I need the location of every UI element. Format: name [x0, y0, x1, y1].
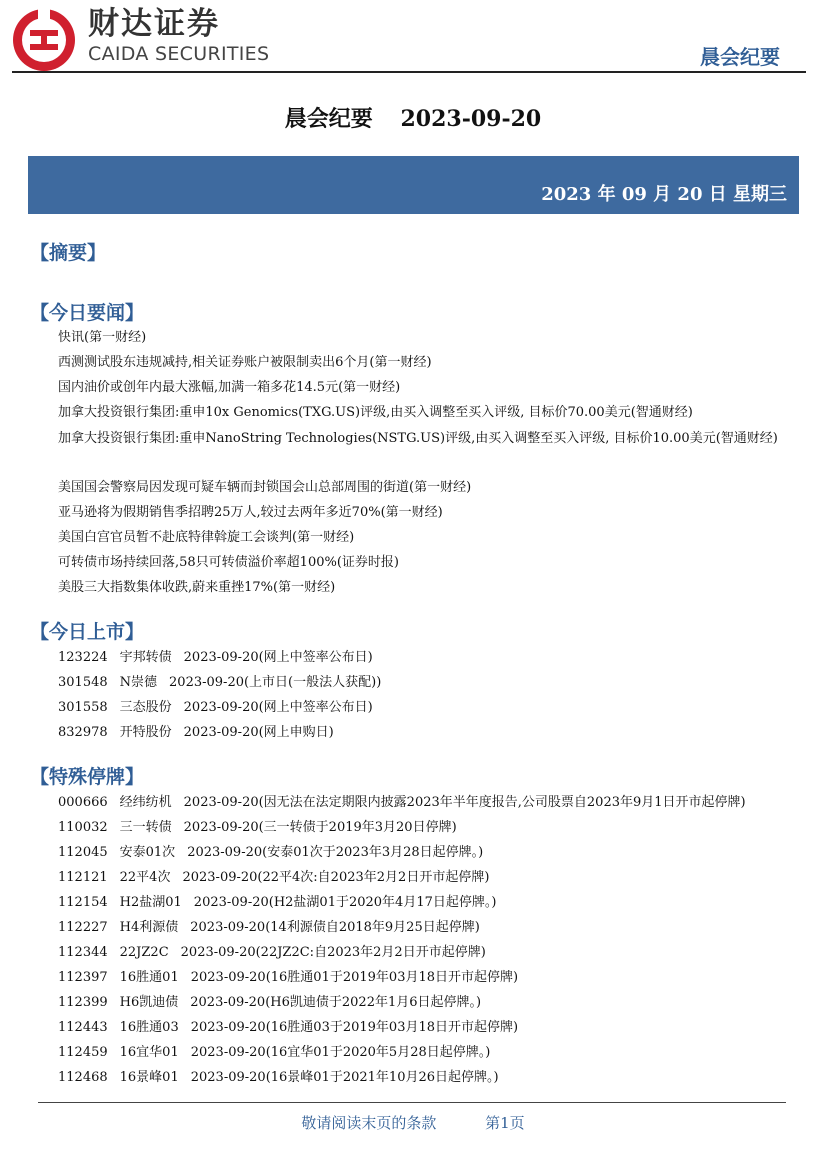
news-item: 西测测试股东违规减持,相关证券账户被限制卖出6个月(第一财经) — [58, 355, 432, 370]
footer-divider — [38, 1102, 786, 1103]
listing-info: 2023-09-20(网上中签率公布日) — [183, 650, 373, 665]
suspension-name: H6凯迪债 — [119, 995, 179, 1010]
listing-row — [58, 698, 373, 718]
suspension-row — [58, 793, 746, 813]
news-item: 快讯(第一财经) — [58, 330, 147, 345]
suspension-row — [58, 1068, 499, 1088]
suspension-code: 000666 — [58, 795, 108, 810]
suspension-code: 112443 — [58, 1020, 108, 1035]
suspension-info: 2023-09-20(因无法在法定期限内披露2023年半年度报告,公司股票自2023年9月1日开市起停牌) — [183, 795, 746, 810]
listing-row — [58, 673, 381, 693]
news-item: 加拿大投资银行集团:重申NanoString Technologies(NSTG.US)评级,由买入调整至买入评级, 目标价10.00美元(智通财经) — [58, 431, 778, 446]
suspension-name: H2盐湖01 — [119, 895, 182, 910]
suspension-info: 2023-09-20(H6凯迪债于2022年1月6日起停牌。) — [190, 995, 482, 1010]
suspension-name: 安泰01次 — [119, 845, 176, 860]
news-item: 国内油价或创年内最大涨幅,加满一箱多花14.5元(第一财经) — [58, 380, 401, 395]
listing-info: 2023-09-20(网上中签率公布日) — [183, 700, 373, 715]
brand-name-en: CAIDA SECURITIES — [88, 43, 270, 65]
title-date: 2023-09-20 — [400, 106, 542, 132]
news-item: 美国白宫官员暂不赴底特律斡旋工会谈判(第一财经) — [58, 530, 355, 545]
suspension-row — [58, 943, 486, 963]
suspension-name: 三一转债 — [119, 820, 172, 835]
suspension-info: 2023-09-20(16宜华01于2020年5月28日起停牌。) — [190, 1045, 491, 1060]
suspension-info: 2023-09-20(H2盐湖01于2020年4月17日起停牌。) — [193, 895, 497, 910]
suspension-code: 112121 — [58, 870, 108, 885]
suspension-row — [58, 918, 480, 938]
news-item: 可转债市场持续回落,58只可转债溢价率超100%(证券时报) — [58, 555, 399, 570]
listing-row — [58, 648, 373, 668]
section-suspension: 【特殊停牌】 — [30, 766, 145, 788]
suspension-name: 22平4次 — [119, 870, 171, 885]
suspension-code: 112397 — [58, 970, 108, 985]
suspension-info: 2023-09-20(安泰01次于2023年3月28日起停牌。) — [187, 845, 484, 860]
header-tag: 晨会纪要 — [700, 45, 780, 69]
suspension-row — [58, 868, 489, 888]
page-number: 第1页 — [485, 1114, 525, 1132]
suspension-code: 112399 — [58, 995, 108, 1010]
listing-info: 2023-09-20(上市日(一般法人获配)) — [169, 675, 382, 690]
suspension-row — [58, 1018, 518, 1038]
brand-name-cn: 财达证券 — [88, 6, 220, 42]
listing-name: 三态股份 — [119, 700, 172, 715]
suspension-info: 2023-09-20(22平4次:自2023年2月2日开市起停牌) — [182, 870, 490, 885]
suspension-info: 2023-09-20(22JZ2C:自2023年2月2日开市起停牌) — [180, 945, 486, 960]
news-item: 美国国会警察局因发现可疑车辆而封锁国会山总部周围的街道(第一财经) — [58, 480, 472, 495]
suspension-name: 16胜通03 — [119, 1020, 179, 1035]
section-listing: 【今日上市】 — [30, 621, 145, 643]
listing-name: 宇邦转债 — [119, 650, 172, 665]
suspension-row — [58, 993, 481, 1013]
news-item: 亚马逊将为假期销售季招聘25万人,较过去两年多近70%(第一财经) — [58, 505, 443, 520]
suspension-name: 22JZ2C — [119, 945, 169, 960]
suspension-code: 112344 — [58, 945, 108, 960]
date-banner — [28, 156, 799, 214]
title-name: 晨会纪要 — [284, 106, 373, 132]
listing-code: 301548 — [58, 675, 108, 690]
suspension-info: 2023-09-20(14利源债自2018年9月25日起停牌) — [190, 920, 480, 935]
document-title — [0, 104, 826, 134]
suspension-row — [58, 818, 457, 838]
suspension-code: 112154 — [58, 895, 108, 910]
listing-name: 开特股份 — [119, 725, 172, 740]
suspension-code: 112459 — [58, 1045, 108, 1060]
suspension-row — [58, 968, 518, 988]
suspension-info: 2023-09-20(16景峰01于2021年10月26日起停牌。) — [190, 1070, 499, 1085]
header-divider — [12, 71, 806, 73]
suspension-code: 112227 — [58, 920, 108, 935]
suspension-row — [58, 893, 496, 913]
listing-code: 301558 — [58, 700, 108, 715]
footer-notice: 敬请阅读末页的条款 — [301, 1114, 437, 1132]
listing-name: N崇德 — [119, 675, 158, 690]
suspension-name: 经纬纺机 — [119, 795, 172, 810]
suspension-code: 112045 — [58, 845, 108, 860]
listing-code: 123224 — [58, 650, 108, 665]
page-footer — [0, 1112, 826, 1134]
suspension-row — [58, 843, 483, 863]
news-item: 加拿大投资银行集团:重申10x Genomics(TXG.US)评级,由买入调整至买入评级, 目标价70.00美元(智通财经) — [58, 405, 693, 420]
banner-date: 2023 年 09 月 20 日 星期三 — [541, 184, 787, 205]
suspension-name: 16宜华01 — [119, 1045, 179, 1060]
suspension-name: H4利源债 — [119, 920, 179, 935]
section-summary: 【摘要】 — [30, 242, 107, 264]
suspension-name: 16胜通01 — [119, 970, 179, 985]
suspension-info: 2023-09-20(16胜通01于2019年03月18日开市起停牌) — [190, 970, 519, 985]
section-news: 【今日要闻】 — [30, 302, 145, 324]
suspension-code: 112468 — [58, 1070, 108, 1085]
listing-row — [58, 723, 334, 743]
listing-info: 2023-09-20(网上申购日) — [183, 725, 334, 740]
listing-code: 832978 — [58, 725, 108, 740]
caida-logo — [10, 6, 78, 74]
suspension-info: 2023-09-20(三一转债于2019年3月20日停牌) — [183, 820, 457, 835]
suspension-code: 110032 — [58, 820, 108, 835]
news-item: 美股三大指数集体收跌,蔚来重挫17%(第一财经) — [58, 580, 336, 595]
suspension-row — [58, 1043, 490, 1063]
suspension-info: 2023-09-20(16胜通03于2019年03月18日开市起停牌) — [190, 1020, 519, 1035]
suspension-name: 16景峰01 — [119, 1070, 179, 1085]
